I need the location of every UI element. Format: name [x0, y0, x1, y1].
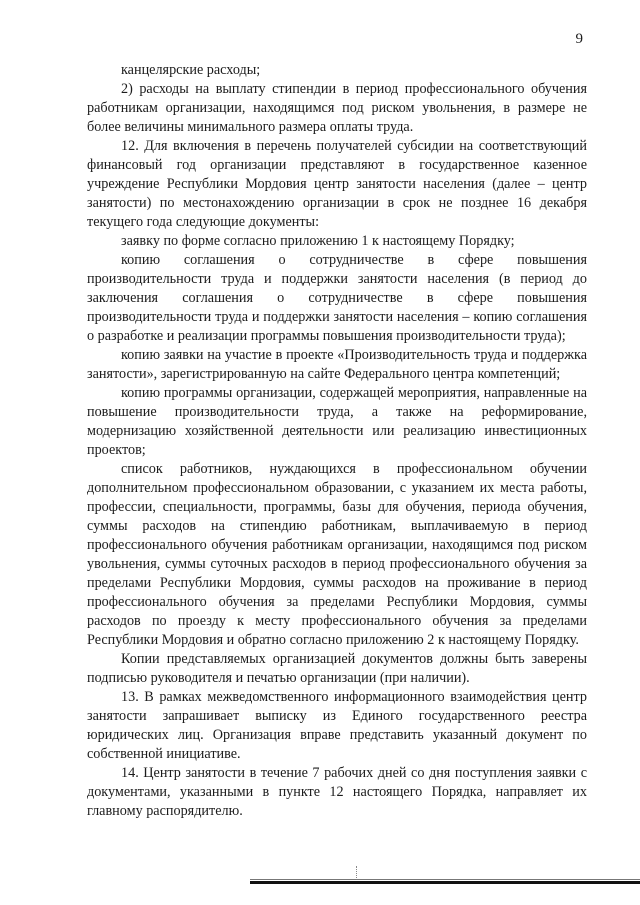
paragraph-employee-list: список работников, нуждающихся в профессиональном обучении дополнительном профессиональном образовании, с указанием их места работы, профессии, специальности, программы, базы для обучения, периода обучения, суммы расходов на стипендию работникам, выплачиваемую в период профессионального обучения работникам организации, находящимся под риском увольнения, суммы суточных расходов в период профессионального обучения за пределами Республики Мордовия, суммы расходов на проживание в период профессионального обучения за пределами Республики Мордовия, суммы расходов по проезду к месту профессионального обучения за пределами Республики Мордовия и обратно согласно приложению 2 к настоящему Порядку. — [87, 461, 587, 648]
paragraph-stipend-expenses: 2) расходы на выплату стипендии в период профессионального обучения работникам организации, находящимся под риском увольнения, в размере не более величины минимального размера оплаты труда. — [87, 81, 587, 135]
page-number: 9 — [575, 31, 583, 47]
paragraph-cooperation-agreement: копию соглашения о сотрудничестве в сфере повышения производительности труда и поддержки занятости населения (в период до заключения соглашения о сотрудничестве в сфере повышения производительности труда и поддержки занятости населения – копию соглашения о разработке и реализации программы повышения производительности труда); — [87, 252, 587, 344]
paragraph-clause-13: 13. В рамках межведомственного информационного взаимодействия центр занятости запрашивает выписку из Единого государственного реестра юридических лиц. Организация вправе представить указанный документ по собственной инициативе. — [87, 689, 587, 762]
scan-mark — [356, 866, 358, 880]
paragraph-clause-14: 14. Центр занятости в течение 7 рабочих дней со дня поступления заявки с документами, указанными в пункте 12 настоящего Порядка, направляет их главному распорядителю. — [87, 765, 587, 819]
paragraph-certified-copies: Копии представляемых организацией документов должны быть заверены подписью руководителя и печатью организации (при наличии). — [87, 651, 587, 686]
bottom-edge-rule — [250, 881, 640, 884]
paragraph-organization-program: копию программы организации, содержащей мероприятия, направленные на повышение производительности труда, а также на реформирование, модернизацию хозяйственной деятельности или реализацию инвестиционных проектов; — [87, 385, 587, 458]
paragraph-office-expenses: канцелярские расходы; — [121, 62, 261, 78]
paragraph-project-application: копию заявки на участие в проекте «Производительность труда и поддержка занятости», зарегистрированную на сайте Федерального центра компетенций; — [87, 347, 587, 382]
document-body — [87, 61, 587, 821]
bottom-edge-line — [250, 879, 640, 880]
paragraph-application-form: заявку по форме согласно приложению 1 к настоящему Порядку; — [121, 233, 515, 249]
paragraph-clause-12: 12. Для включения в перечень получателей субсидии на соответствующий финансовый год организации представляют в государственное казенное учреждение Республики Мордовия центр занятости населения (далее – центр занятости) по местонахождению организации в срок не позднее 16 декабря текущего года следующие документы: — [87, 138, 587, 230]
